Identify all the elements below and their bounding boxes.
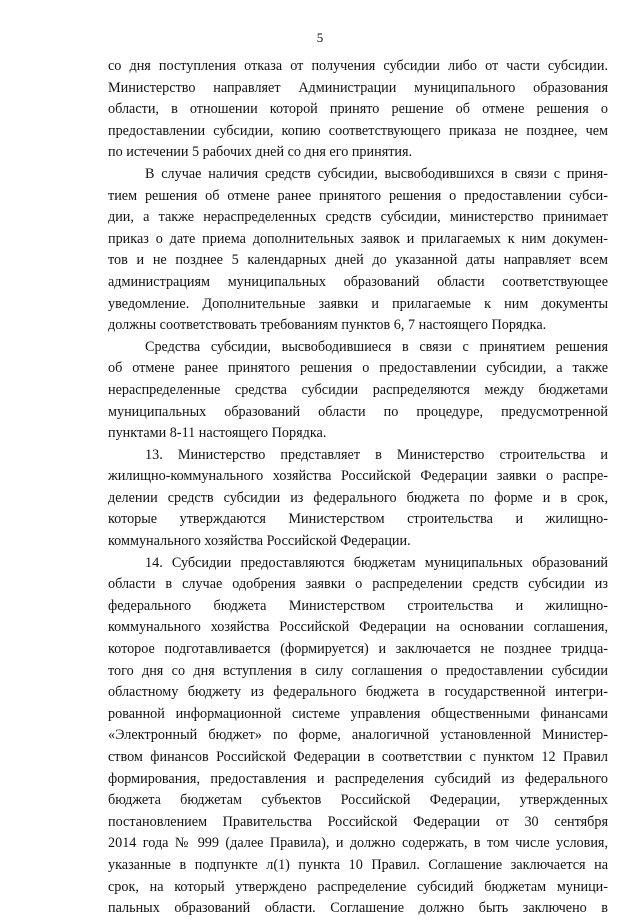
text-line: «Электронный бюджет» по форме, аналогичной установленной Министер-	[108, 727, 608, 744]
paragraph-redistribution	[108, 402, 608, 424]
text-line: уведомление. Дополнительные заявки и прилагаемые к ним документы	[108, 295, 608, 312]
text-line: пальных образований области. Соглашение должно быть заключено в	[108, 900, 608, 917]
paragraph-unused-funds	[108, 207, 608, 229]
text-line: об отмене ранее принятого решения о предоставлении субсидии, а также	[108, 360, 608, 377]
text-line: тов и не позднее 5 календарных дней до указанной даты направляет всем	[108, 252, 608, 269]
paragraph-unused-funds	[108, 272, 608, 294]
text-line: администрациям муниципальных образований области соответствующее	[108, 273, 608, 290]
text-line: со дня поступления отказа от получения субсидии либо от части субсидии.	[108, 58, 608, 74]
text-line: В случае наличия средств субсидии, высвободившихся в связи с приня-	[145, 165, 608, 182]
paragraph-unused-funds	[108, 294, 608, 316]
paragraph-redistribution	[108, 337, 608, 359]
paragraph-continuation	[108, 99, 608, 121]
paragraph-item-13	[108, 509, 608, 531]
text-line: 13. Министерство представляет в Министерство строительства и	[145, 446, 608, 463]
paragraph-item-14	[108, 682, 608, 704]
paragraph-redistribution	[108, 380, 608, 402]
text-line: нераспределенные средства субсидии распределяются между бюджетами	[108, 381, 608, 398]
paragraph-item-14	[108, 855, 608, 877]
text-line: бюджета бюджетам субъектов Российской Федерации, утвержденных	[108, 792, 608, 809]
paragraph-item-14	[108, 574, 608, 596]
paragraph-item-14	[108, 833, 608, 855]
text-line: срок, на который утверждено распределение субсидий бюджетам муници-	[108, 878, 608, 895]
paragraph-item-14	[108, 790, 608, 812]
text-line: коммунального хозяйства Российской Федерации на основании соглашения,	[108, 619, 608, 636]
text-line: постановлением Правительства Российской Федерации от 30 сентября	[108, 813, 608, 830]
paragraph-item-14	[108, 639, 608, 661]
text-line: муниципальных образований области по процедуре, предусмотренной	[108, 403, 608, 420]
text-line: по истечении 5 рабочих дней со дня его принятия.	[108, 144, 413, 161]
text-line: указанные в подпункте л(1) пункта 10 Правил. Соглашение заключается на	[108, 856, 608, 873]
text-line: жилищно-коммунального хозяйства Российской Федерации заявки о распре-	[108, 468, 608, 485]
text-line: областному бюджету из федерального бюджета в государственной интегри-	[108, 684, 608, 701]
text-line: ством финансов Российской Федерации в соответствии с пунктом 12 Правил	[108, 749, 608, 765]
text-line: тием решения об отмене ранее принятого решения о предоставлении субси-	[108, 187, 608, 204]
paragraph-continuation	[108, 56, 608, 78]
paragraph-item-14	[108, 812, 608, 834]
paragraph-redistribution	[108, 358, 608, 380]
paragraph-item-14	[108, 898, 608, 920]
paragraph-item-13	[108, 466, 608, 488]
paragraph-item-14	[108, 553, 608, 575]
text-line: 2014 года № 999 (далее Правила), и должно содержать, в том числе условия,	[108, 835, 608, 852]
text-line: коммунального хозяйства Российской Федерации.	[108, 533, 411, 550]
text-line: которые утверждаются Министерством строительства и жилищно-	[108, 511, 608, 528]
text-line: формирования, предоставления и распределения субсидий из федерального	[108, 770, 608, 787]
text-line: должны соответствовать требованиям пунктов 6, 7 настоящего Порядка.	[108, 317, 547, 334]
paragraph-item-14	[108, 725, 608, 747]
paragraph-item-14	[108, 596, 608, 618]
text-line: области, в отношении которой принято решение об отмене решения о	[108, 101, 608, 118]
text-line: того дня со дня вступления в силу соглашения о предоставлении субсидии	[108, 662, 608, 679]
text-line: дии, а также нераспределенных средств субсидии, министерство принимает	[108, 209, 608, 226]
text-line: 14. Субсидии предоставляются бюджетам муниципальных образований	[145, 554, 608, 571]
paragraph-unused-funds	[108, 229, 608, 251]
paragraph-continuation	[108, 121, 608, 143]
text-line: приказ о дате приема дополнительных заявок и прилагаемых к ним докумен-	[108, 230, 608, 247]
paragraph-redistribution	[108, 423, 608, 445]
paragraph-unused-funds	[108, 186, 608, 208]
paragraph-continuation	[108, 142, 608, 164]
paragraph-item-14	[108, 877, 608, 899]
document-body	[108, 56, 608, 920]
paragraph-item-13	[108, 488, 608, 510]
text-line: пунктами 8-11 настоящего Порядка.	[108, 425, 327, 442]
paragraph-unused-funds	[108, 164, 608, 186]
page-number: 5	[316, 30, 324, 45]
text-line: которое подготавливается (формируется) и заключается не позднее тридца-	[108, 641, 608, 658]
paragraph-item-13	[108, 445, 608, 467]
text-line: области в случае одобрения заявки о распределении средств субсидии из	[108, 576, 608, 593]
paragraph-item-14	[108, 704, 608, 726]
text-line: Средства субсидии, высвободившиеся в связи с принятием решения	[145, 338, 608, 355]
text-line: делении средств субсидии из федерального бюджета по форме и в срок,	[108, 489, 608, 506]
paragraph-item-14	[108, 661, 608, 683]
text-line: рованной информационной системе управления общественными финансами	[108, 705, 608, 722]
text-line: федерального бюджета Министерством строительства и жилищно-	[108, 597, 608, 614]
paragraph-unused-funds	[108, 250, 608, 272]
paragraph-item-13	[108, 531, 608, 553]
paragraph-item-14	[108, 617, 608, 639]
paragraph-continuation	[108, 78, 608, 100]
text-line: предоставлении субсидии, копию соответствующего приказа не позднее, чем	[108, 122, 608, 139]
paragraph-unused-funds	[108, 315, 608, 337]
paragraph-item-14	[108, 747, 608, 769]
paragraph-item-14	[108, 769, 608, 791]
text-line: Министерство направляет Администрации муниципального образования	[108, 79, 608, 96]
